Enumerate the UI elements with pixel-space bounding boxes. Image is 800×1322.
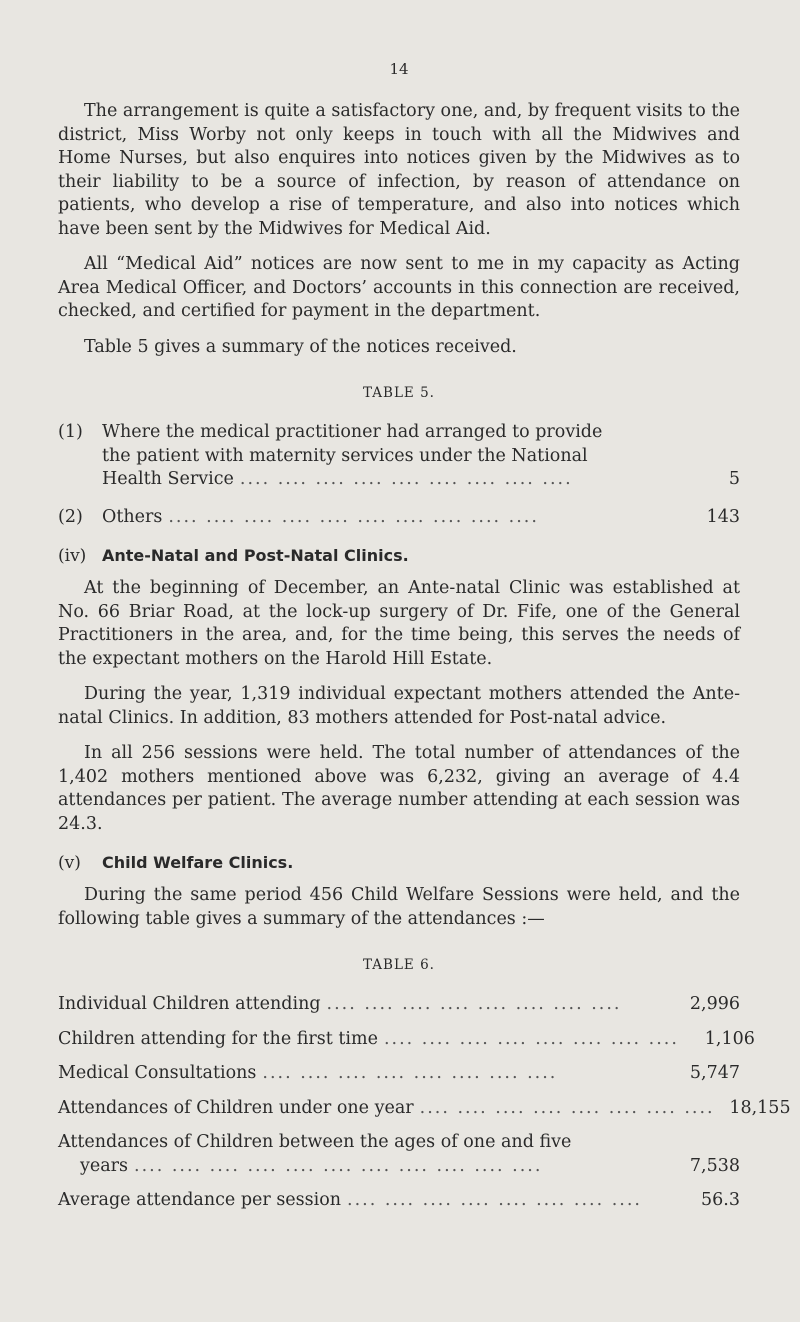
row-value: 5,747	[689, 1063, 740, 1083]
page-number: 14	[389, 60, 409, 78]
section-iv-heading	[58, 545, 740, 567]
dot-leader: .... .... .... .... .... .... .... ....	[419, 1097, 715, 1118]
row-label: Health Service	[102, 469, 234, 489]
row-label: Individual Children attending	[58, 994, 321, 1014]
table-6-row	[58, 1097, 791, 1121]
dot-leader: .... .... .... .... .... .... .... ....	[383, 1028, 679, 1049]
row-value: 56.3	[701, 1190, 740, 1210]
dot-leader: .... .... .... .... .... .... .... .... .... ....	[168, 506, 539, 527]
section-number: (iv)	[58, 546, 87, 566]
table-6-row	[58, 1189, 740, 1213]
table-5-row	[58, 421, 740, 492]
row-value: 7,538	[689, 1155, 740, 1176]
dot-leader: .... .... .... .... .... .... .... ....	[326, 994, 622, 1014]
row-label: Attendances of Children under one year	[58, 1097, 414, 1118]
row-number: (2)	[58, 506, 83, 527]
row-label-continued: years	[80, 1155, 129, 1176]
row-text-line: the patient with maternity services under the National	[102, 445, 588, 466]
section-number: (v)	[58, 853, 81, 873]
row-label: Attendances of Children between the ages of one and five	[58, 1132, 572, 1152]
paragraph: At the beginning of December, an Ante-natal Clinic was established at No. 66 Briar Road, at the lock-up surgery of Dr. Fife, one of the General Practitioners in the area, and, for the time being, this serves the needs of the expectant mothers on the Harold Hill Estate.	[58, 578, 740, 669]
section-v-heading	[58, 852, 740, 874]
dot-leader: .... .... .... .... .... .... .... .... ....	[239, 469, 573, 489]
row-label: Medical Consultations	[58, 1063, 257, 1083]
dot-leader: .... .... .... .... .... .... .... ....	[347, 1190, 642, 1210]
row-value: 2,996	[689, 994, 740, 1014]
row-number: (1)	[58, 422, 83, 442]
row-label: Others	[102, 506, 163, 527]
table-5-title: TABLE 5.	[363, 385, 435, 401]
paragraph: In all 256 sessions were held. The total number of attendances of the 1,402 mothers mentioned above was 6,232, giving an average of 4.4 attendances per patient. The average number attending at each session was 24.3.	[58, 743, 740, 834]
row-label: Children attending for the first time	[58, 1028, 378, 1049]
paragraph: All “Medical Aid” notices are now sent to me in my capacity as Acting Area Medical Officer, and Doctors’ accounts in this connection are received, checked, and certified for payment in the department.	[58, 254, 740, 321]
row-value: 18,155	[729, 1097, 791, 1118]
section-title: Ante-Natal and Post-Natal Clinics.	[102, 546, 409, 565]
row-value: 1,106	[704, 1028, 755, 1049]
table-6-row	[58, 993, 740, 1017]
dot-leader: .... .... .... .... .... .... .... .... .... .... ....	[134, 1155, 543, 1176]
row-text-line: Where the medical practitioner had arranged to provide	[102, 422, 603, 442]
table-6-row	[58, 1062, 740, 1086]
row-value: 5	[728, 469, 740, 489]
dot-leader: .... .... .... .... .... .... .... ....	[262, 1063, 558, 1083]
paragraph: During the year, 1,319 individual expectant mothers attended the Ante-natal Clinics. In addition, 83 mothers attended for Post-natal advice.	[58, 684, 740, 728]
table-6-row	[58, 1131, 740, 1178]
row-label: Average attendance per session	[58, 1190, 342, 1210]
section-title: Child Welfare Clinics.	[102, 853, 294, 872]
paragraph: Table 5 gives a summary of the notices received.	[84, 336, 517, 357]
row-value: 143	[706, 506, 740, 527]
paragraph: During the same period 456 Child Welfare Sessions were held, and the following table gives a summary of the attendances :—	[58, 885, 740, 929]
table-5-row	[58, 506, 740, 530]
table-6-title: TABLE 6.	[363, 957, 435, 973]
table-6-row	[58, 1028, 755, 1052]
paragraph: The arrangement is quite a satisfactory one, and, by frequent visits to the district, Miss Worby not only keeps in touch with all the Midwives and Home Nurses, but also enquires into notices given by the Midwives as to their liability to be a source of infection, by reason of attendance on patients, who develop a rise of temperature, and also into notices which have been sent by the Midwives for Medical Aid.	[58, 101, 740, 239]
